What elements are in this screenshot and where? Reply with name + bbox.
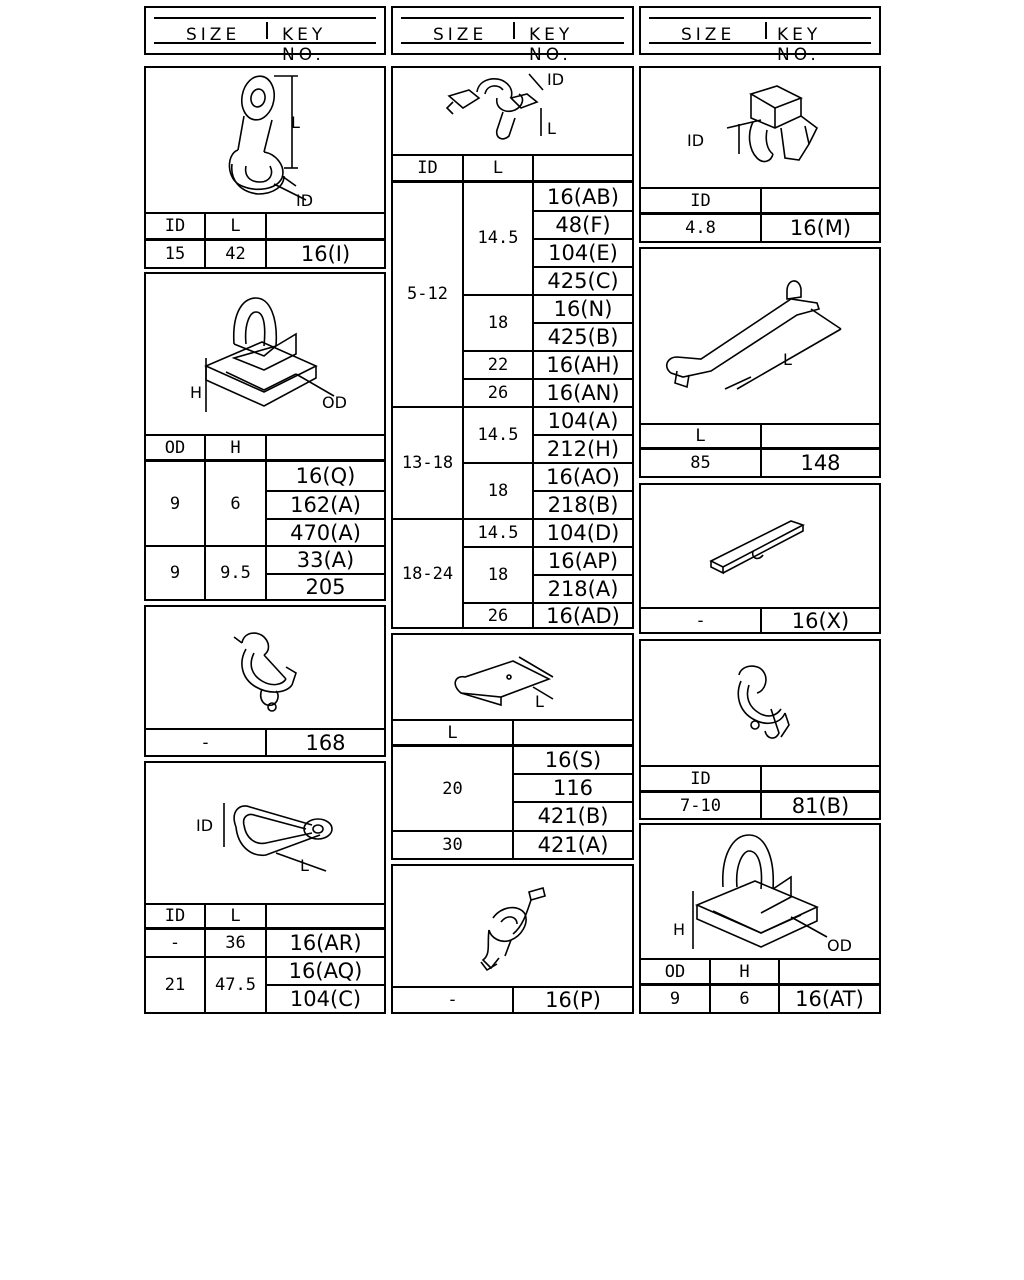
clip-l-drawing bbox=[393, 635, 632, 719]
size-label: SIZE bbox=[433, 25, 488, 45]
cell-key: 16(X) bbox=[791, 608, 850, 633]
cell-key: 104(D) bbox=[546, 521, 620, 545]
cell-key: 104(A) bbox=[547, 409, 619, 433]
cell-key: 16(AD) bbox=[546, 603, 620, 628]
cell-od: 9 bbox=[169, 493, 181, 514]
cell-l: 20 bbox=[442, 778, 463, 799]
cell-h: 6 bbox=[230, 493, 241, 514]
dim-id-label: ID bbox=[687, 131, 705, 150]
clip-at-drawing bbox=[641, 825, 879, 959]
cell-size: - bbox=[695, 610, 706, 631]
col-header-l: L bbox=[447, 722, 458, 743]
size-label: SIZE bbox=[186, 25, 241, 45]
cell-id: 18-24 bbox=[401, 563, 454, 584]
cell-key: 16(Q) bbox=[295, 464, 356, 488]
cell-l: 22 bbox=[487, 355, 509, 375]
col-header-od: OD bbox=[664, 961, 686, 982]
cell-key: 425(C) bbox=[547, 269, 619, 293]
cell-size: - bbox=[447, 990, 458, 1010]
size-label: SIZE bbox=[681, 25, 736, 45]
clip-81-drawing bbox=[641, 641, 879, 763]
part-flat-clip bbox=[639, 483, 881, 634]
dim-l-label: L bbox=[535, 692, 544, 711]
part-strap bbox=[639, 247, 881, 478]
cell-id: 4.8 bbox=[685, 218, 716, 238]
cell-key: 16(AQ) bbox=[288, 959, 363, 983]
cell-key: 425(B) bbox=[547, 325, 619, 349]
cell-key: 104(C) bbox=[289, 987, 362, 1011]
dim-l-label: L bbox=[300, 856, 309, 875]
cell-l: 30 bbox=[442, 835, 463, 855]
clip-168-drawing bbox=[146, 607, 384, 727]
cell-key: 16(N) bbox=[553, 297, 613, 321]
cell-key: 104(E) bbox=[548, 241, 618, 265]
col-header-h: H bbox=[230, 437, 241, 458]
cell-l: 18 bbox=[487, 565, 509, 585]
cell-id: - bbox=[169, 933, 181, 953]
cell-key: 16(I) bbox=[300, 242, 351, 266]
cell-key: 470(A) bbox=[290, 521, 361, 545]
cell-l: 26 bbox=[487, 383, 509, 403]
col-header-l: L bbox=[230, 906, 241, 926]
col-header-l: L bbox=[492, 158, 504, 178]
cell-key: 218(B) bbox=[547, 493, 619, 517]
cell-key: 168 bbox=[305, 730, 346, 755]
cell-h: 6 bbox=[739, 989, 750, 1009]
dim-l-label: L bbox=[783, 350, 792, 369]
cell-key: 33(A) bbox=[296, 548, 355, 572]
part-clip-168 bbox=[144, 605, 386, 757]
col-header-l: L bbox=[230, 216, 241, 236]
col-header-id: ID bbox=[164, 216, 186, 236]
cell-size: - bbox=[200, 732, 211, 753]
cell-l: 26 bbox=[487, 605, 509, 626]
col-header-id: ID bbox=[690, 190, 711, 211]
cell-key: 212(H) bbox=[546, 437, 620, 461]
key-label: KEY NO. bbox=[529, 25, 574, 65]
part-clip-od-h bbox=[144, 272, 386, 601]
cell-key: 16(AP) bbox=[547, 549, 619, 573]
dim-od-label: OD bbox=[322, 393, 347, 412]
key-label: KEY NO. bbox=[777, 25, 822, 65]
dim-h-label: H bbox=[190, 383, 203, 402]
cell-key: 81(B) bbox=[791, 794, 850, 818]
part-clip-big bbox=[391, 66, 634, 629]
dim-id-label: ID bbox=[547, 70, 565, 89]
clamp-id-l-drawing bbox=[146, 763, 384, 903]
dim-id-label: ID bbox=[196, 816, 214, 835]
cell-id: 15 bbox=[164, 244, 186, 264]
cell-key: 16(AB) bbox=[547, 184, 619, 209]
cell-l: 18 bbox=[487, 313, 509, 333]
strap-drawing bbox=[641, 249, 879, 423]
dim-id-label: ID bbox=[296, 191, 314, 210]
cell-key: 16(P) bbox=[545, 988, 601, 1012]
dim-l-label: L bbox=[291, 113, 300, 132]
cell-key: 116 bbox=[552, 776, 594, 800]
cell-l: 85 bbox=[690, 453, 711, 473]
cell-l: 14.5 bbox=[477, 523, 519, 543]
bracket-drawing bbox=[393, 866, 632, 986]
dim-od-label: OD bbox=[827, 936, 852, 955]
cell-key: 16(AN) bbox=[546, 381, 620, 405]
cell-id: 7-10 bbox=[680, 796, 721, 816]
cell-key: 205 bbox=[305, 575, 346, 599]
cell-l: 14.5 bbox=[477, 228, 519, 248]
header-col2 bbox=[391, 6, 634, 65]
cell-key: 421(A) bbox=[537, 833, 609, 857]
cell-h: 9.5 bbox=[220, 563, 251, 583]
cell-key: 162(A) bbox=[290, 493, 361, 517]
flat-clip-drawing bbox=[641, 485, 879, 607]
cell-l: 18 bbox=[487, 481, 509, 501]
part-clamp-loop bbox=[144, 66, 386, 269]
part-clip-at bbox=[639, 823, 881, 1014]
cell-l: 14.5 bbox=[477, 425, 519, 445]
dim-h-label: H bbox=[673, 920, 686, 939]
clip-od-h-drawing bbox=[146, 274, 384, 434]
cell-key: 48(F) bbox=[555, 213, 611, 237]
header-col3 bbox=[639, 6, 881, 65]
col-header-id: ID bbox=[690, 768, 711, 789]
key-label: KEY NO. bbox=[282, 25, 327, 65]
cell-od: 9 bbox=[669, 989, 681, 1009]
part-clamp-id-l bbox=[144, 761, 386, 1014]
clamp-loop-drawing bbox=[146, 68, 384, 214]
cell-key: 16(AR) bbox=[289, 931, 362, 955]
part-clip-81 bbox=[639, 639, 881, 820]
cell-key: 421(B) bbox=[537, 804, 609, 828]
cell-key: 16(AO) bbox=[546, 465, 620, 489]
cell-key: 16(M) bbox=[789, 216, 852, 240]
cell-key: 218(A) bbox=[547, 577, 619, 601]
col-header-od: OD bbox=[164, 437, 186, 458]
col-header-l: L bbox=[695, 426, 706, 446]
cell-l: 36 bbox=[225, 933, 246, 953]
cell-id: 5-12 bbox=[407, 283, 448, 304]
cell-key: 148 bbox=[800, 451, 841, 475]
part-clip-id bbox=[639, 66, 881, 243]
clip-big-drawing bbox=[393, 68, 632, 154]
cell-key: 16(AT) bbox=[795, 987, 864, 1011]
cell-key: 16(S) bbox=[544, 748, 602, 772]
col-header-id: ID bbox=[417, 158, 438, 178]
part-clip-l bbox=[391, 633, 634, 860]
cell-id: 13-18 bbox=[401, 453, 454, 473]
cell-id: 21 bbox=[164, 975, 186, 995]
col-header-h: H bbox=[739, 961, 750, 982]
part-bracket bbox=[391, 864, 634, 1014]
cell-od: 9 bbox=[169, 563, 181, 583]
clip-id-drawing bbox=[641, 68, 879, 186]
cell-l: 47.5 bbox=[215, 975, 256, 995]
header-col1 bbox=[144, 6, 386, 65]
col-header-id: ID bbox=[164, 906, 186, 926]
cell-l: 42 bbox=[225, 244, 246, 264]
dim-l-label: L bbox=[547, 119, 556, 138]
cell-key: 16(AH) bbox=[546, 353, 620, 377]
